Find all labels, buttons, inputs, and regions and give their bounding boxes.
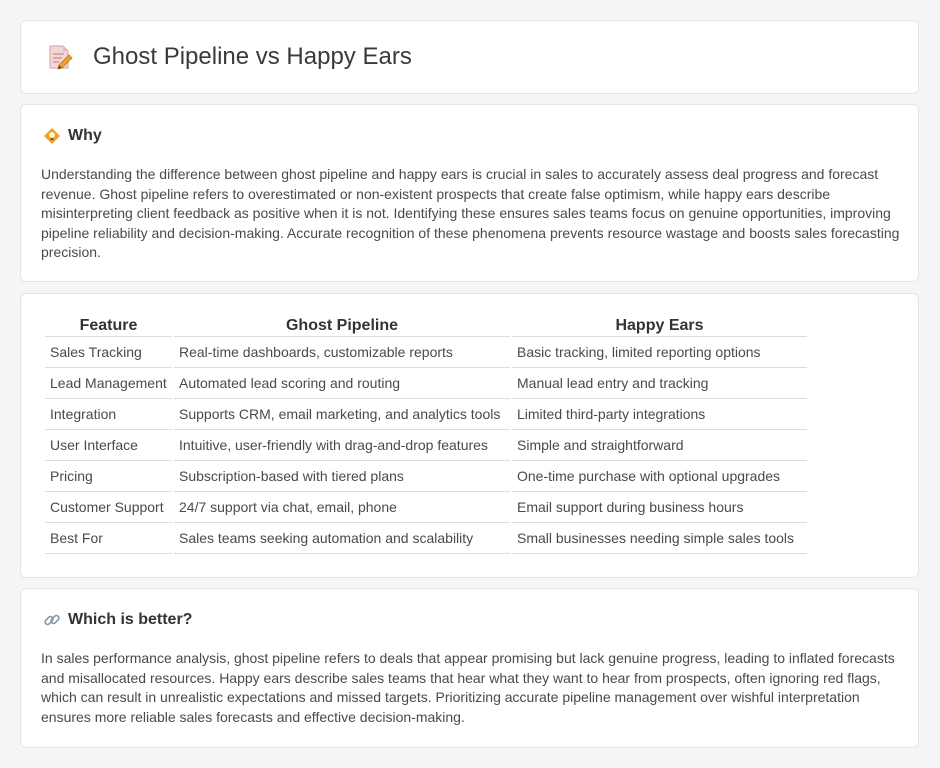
why-heading: Why — [68, 127, 102, 144]
feature-cell: Sales Tracking — [45, 337, 172, 368]
table-row — [45, 523, 807, 554]
feature-cell: Lead Management — [45, 368, 172, 399]
table-row — [45, 337, 807, 368]
document-pencil-icon — [47, 43, 73, 71]
why-card — [20, 104, 919, 282]
happy-ears-cell: Manual lead entry and tracking — [512, 368, 807, 399]
feature-cell: Integration — [45, 399, 172, 430]
table-row — [45, 430, 807, 461]
table-row — [45, 461, 807, 492]
column-header-feature: Feature — [45, 316, 172, 337]
feature-cell: User Interface — [45, 430, 172, 461]
better-heading-row — [43, 611, 192, 629]
lightbulb-diamond-icon — [43, 127, 61, 145]
feature-cell: Customer Support — [45, 492, 172, 523]
ghost-pipeline-cell: 24/7 support via chat, email, phone — [174, 492, 510, 523]
title-row — [47, 43, 412, 71]
title-card — [20, 20, 919, 94]
why-paragraph: Understanding the difference between ghost pipeline and happy ears is crucial in sales to accurately assess deal progress and forecast revenue. Ghost pipeline refers to overestimated or non-existent prospects that create false optimism, while happy ears describe misinterpreting client feedback as positive when it is not. Identifying these ensures sales teams focus on genuine opportunities, improving pipeline reliability and decision-making. Accurate recognition of these phenomena prevents resource wastage and boosts sales forecasting precision. — [41, 166, 900, 261]
which-is-better-card — [20, 588, 919, 748]
ghost-pipeline-cell: Supports CRM, email marketing, and analytics tools — [174, 399, 510, 430]
table-row — [45, 368, 807, 399]
comparison-table — [43, 316, 809, 554]
better-paragraph: In sales performance analysis, ghost pipeline refers to deals that appear promising but lack genuine progress, leading to inflated forecasts and misallocated resources. Happy ears describe sales teams that hear what they want to hear from prospects, often ignoring red flags, which can result in unrealistic expectations and missed targets. Prioritizing accurate pipeline management over wishful interpretation ensures more reliable sales forecasts and effective decision-making. — [41, 650, 895, 725]
ghost-pipeline-cell: Intuitive, user-friendly with drag-and-drop features — [174, 430, 510, 461]
link-icon — [43, 611, 61, 629]
feature-cell: Pricing — [45, 461, 172, 492]
ghost-pipeline-cell: Subscription-based with tiered plans — [174, 461, 510, 492]
table-row — [45, 492, 807, 523]
happy-ears-cell: Small businesses needing simple sales tools — [512, 523, 807, 554]
table-header-row — [45, 316, 807, 337]
better-heading: Which is better? — [68, 611, 193, 628]
happy-ears-cell: Email support during business hours — [512, 492, 807, 523]
happy-ears-cell: Basic tracking, limited reporting options — [512, 337, 807, 368]
happy-ears-cell: Simple and straightforward — [512, 430, 807, 461]
feature-cell: Best For — [45, 523, 172, 554]
column-header-ghost-pipeline: Ghost Pipeline — [174, 316, 510, 337]
table-row — [45, 399, 807, 430]
happy-ears-cell: One-time purchase with optional upgrades — [512, 461, 807, 492]
why-heading-row — [43, 127, 102, 145]
ghost-pipeline-cell: Automated lead scoring and routing — [174, 368, 510, 399]
happy-ears-cell: Limited third-party integrations — [512, 399, 807, 430]
comparison-card — [20, 293, 919, 578]
ghost-pipeline-cell: Sales teams seeking automation and scalability — [174, 523, 510, 554]
ghost-pipeline-cell: Real-time dashboards, customizable reports — [174, 337, 510, 368]
page-title: Ghost Pipeline vs Happy Ears — [93, 43, 412, 70]
column-header-happy-ears: Happy Ears — [512, 316, 807, 337]
